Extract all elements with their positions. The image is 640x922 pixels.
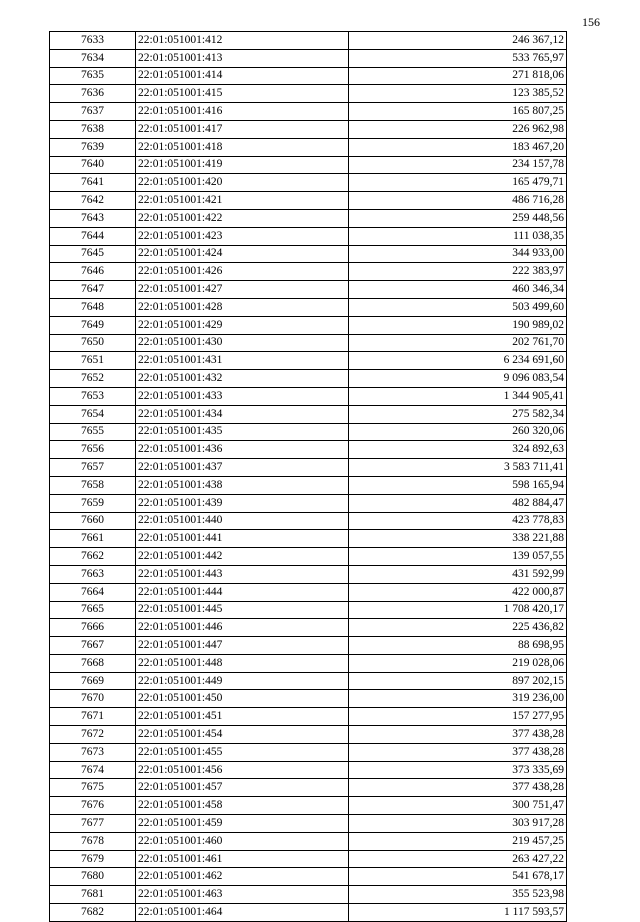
cadastral-value-cell: 431 592,99 [349, 565, 567, 583]
cadastral-number-cell: 22:01:051001:422 [136, 209, 349, 227]
row-number-cell: 7679 [50, 850, 136, 868]
cadastral-value-cell: 503 499,60 [349, 298, 567, 316]
row-number-cell: 7672 [50, 726, 136, 744]
table-row [50, 797, 567, 815]
table-row [50, 761, 567, 779]
table-row [50, 850, 567, 868]
cadastral-number-cell: 22:01:051001:417 [136, 120, 349, 138]
table-row [50, 156, 567, 174]
table-row [50, 85, 567, 103]
cadastral-value-cell: 1 344 905,41 [349, 387, 567, 405]
cadastral-number-cell: 22:01:051001:424 [136, 245, 349, 263]
cadastral-value-cell: 6 234 691,60 [349, 352, 567, 370]
table-row [50, 387, 567, 405]
cadastral-number-cell: 22:01:051001:427 [136, 281, 349, 299]
cadastral-value-cell: 377 438,28 [349, 779, 567, 797]
row-number-cell: 7649 [50, 316, 136, 334]
row-number-cell: 7663 [50, 565, 136, 583]
cadastral-number-cell: 22:01:051001:463 [136, 886, 349, 904]
table-row [50, 494, 567, 512]
cadastral-value-cell: 226 962,98 [349, 120, 567, 138]
cadastral-value-cell: 275 582,34 [349, 405, 567, 423]
row-number-cell: 7656 [50, 441, 136, 459]
cadastral-value-cell: 219 028,06 [349, 654, 567, 672]
cadastral-value-cell: 259 448,56 [349, 209, 567, 227]
table-row [50, 103, 567, 121]
row-number-cell: 7643 [50, 209, 136, 227]
table-row [50, 459, 567, 477]
cadastral-number-cell: 22:01:051001:454 [136, 726, 349, 744]
row-number-cell: 7676 [50, 797, 136, 815]
cadastral-value-cell: 88 698,95 [349, 637, 567, 655]
row-number-cell: 7664 [50, 583, 136, 601]
row-number-cell: 7666 [50, 619, 136, 637]
cadastral-number-cell: 22:01:051001:432 [136, 370, 349, 388]
cadastral-number-cell: 22:01:051001:458 [136, 797, 349, 815]
row-number-cell: 7665 [50, 601, 136, 619]
table-row [50, 316, 567, 334]
row-number-cell: 7648 [50, 298, 136, 316]
row-number-cell: 7651 [50, 352, 136, 370]
table-row [50, 298, 567, 316]
row-number-cell: 7668 [50, 654, 136, 672]
cadastral-value-cell: 225 436,82 [349, 619, 567, 637]
table-row [50, 32, 567, 50]
cadastral-number-cell: 22:01:051001:450 [136, 690, 349, 708]
table-row [50, 565, 567, 583]
cadastral-number-cell: 22:01:051001:429 [136, 316, 349, 334]
cadastral-number-cell: 22:01:051001:416 [136, 103, 349, 121]
cadastral-number-cell: 22:01:051001:419 [136, 156, 349, 174]
table-row [50, 352, 567, 370]
table-row [50, 708, 567, 726]
cadastral-value-cell: 202 761,70 [349, 334, 567, 352]
table-body [50, 32, 567, 922]
cadastral-value-cell: 123 385,52 [349, 85, 567, 103]
cadastral-number-cell: 22:01:051001:434 [136, 405, 349, 423]
cadastral-number-cell: 22:01:051001:423 [136, 227, 349, 245]
cadastral-value-cell: 111 038,35 [349, 227, 567, 245]
cadastral-number-cell: 22:01:051001:436 [136, 441, 349, 459]
cadastral-value-cell: 598 165,94 [349, 476, 567, 494]
cadastral-number-cell: 22:01:051001:428 [136, 298, 349, 316]
cadastral-number-cell: 22:01:051001:420 [136, 174, 349, 192]
row-number-cell: 7659 [50, 494, 136, 512]
row-number-cell: 7667 [50, 637, 136, 655]
cadastral-number-cell: 22:01:051001:415 [136, 85, 349, 103]
table-row [50, 779, 567, 797]
cadastral-number-cell: 22:01:051001:447 [136, 637, 349, 655]
row-number-cell: 7662 [50, 548, 136, 566]
row-number-cell: 7678 [50, 832, 136, 850]
table-row [50, 512, 567, 530]
table-row [50, 583, 567, 601]
table-row [50, 245, 567, 263]
cadastral-number-cell: 22:01:051001:448 [136, 654, 349, 672]
row-number-cell: 7646 [50, 263, 136, 281]
table-row [50, 815, 567, 833]
cadastral-number-cell: 22:01:051001:446 [136, 619, 349, 637]
table-row [50, 423, 567, 441]
row-number-cell: 7671 [50, 708, 136, 726]
row-number-cell: 7681 [50, 886, 136, 904]
cadastral-number-cell: 22:01:051001:438 [136, 476, 349, 494]
row-number-cell: 7669 [50, 672, 136, 690]
row-number-cell: 7638 [50, 120, 136, 138]
row-number-cell: 7637 [50, 103, 136, 121]
cadastral-number-cell: 22:01:051001:455 [136, 743, 349, 761]
row-number-cell: 7661 [50, 530, 136, 548]
row-number-cell: 7657 [50, 459, 136, 477]
cadastral-value-cell: 263 427,22 [349, 850, 567, 868]
table-row [50, 405, 567, 423]
cadastral-value-cell: 3 583 711,41 [349, 459, 567, 477]
row-number-cell: 7655 [50, 423, 136, 441]
cadastral-number-cell: 22:01:051001:418 [136, 138, 349, 156]
cadastral-value-cell: 183 467,20 [349, 138, 567, 156]
row-number-cell: 7660 [50, 512, 136, 530]
table-row [50, 49, 567, 67]
cadastral-value-cell: 260 320,06 [349, 423, 567, 441]
cadastral-number-cell: 22:01:051001:461 [136, 850, 349, 868]
cadastral-value-cell: 300 751,47 [349, 797, 567, 815]
table-row [50, 370, 567, 388]
cadastral-value-cell: 190 989,02 [349, 316, 567, 334]
row-number-cell: 7675 [50, 779, 136, 797]
cadastral-number-cell: 22:01:051001:443 [136, 565, 349, 583]
cadastral-number-cell: 22:01:051001:441 [136, 530, 349, 548]
cadastral-number-cell: 22:01:051001:444 [136, 583, 349, 601]
table-row [50, 832, 567, 850]
row-number-cell: 7650 [50, 334, 136, 352]
table-row [50, 263, 567, 281]
row-number-cell: 7682 [50, 904, 136, 922]
cadastral-value-cell: 541 678,17 [349, 868, 567, 886]
cadastral-value-cell: 165 479,71 [349, 174, 567, 192]
cadastral-value-cell: 157 277,95 [349, 708, 567, 726]
cadastral-number-cell: 22:01:051001:435 [136, 423, 349, 441]
row-number-cell: 7677 [50, 815, 136, 833]
table-row [50, 530, 567, 548]
cadastral-number-cell: 22:01:051001:437 [136, 459, 349, 477]
cadastral-number-cell: 22:01:051001:449 [136, 672, 349, 690]
table-row [50, 654, 567, 672]
row-number-cell: 7680 [50, 868, 136, 886]
cadastral-value-cell: 1 117 593,57 [349, 904, 567, 922]
cadastral-number-cell: 22:01:051001:445 [136, 601, 349, 619]
row-number-cell: 7674 [50, 761, 136, 779]
table-row [50, 726, 567, 744]
table-row [50, 209, 567, 227]
cadastral-number-cell: 22:01:051001:439 [136, 494, 349, 512]
cadastral-value-cell: 533 765,97 [349, 49, 567, 67]
cadastral-number-cell: 22:01:051001:440 [136, 512, 349, 530]
row-number-cell: 7641 [50, 174, 136, 192]
table-row [50, 334, 567, 352]
table-row [50, 281, 567, 299]
table-row [50, 886, 567, 904]
cadastral-value-cell: 897 202,15 [349, 672, 567, 690]
table-row [50, 174, 567, 192]
cadastral-value-cell: 460 346,34 [349, 281, 567, 299]
row-number-cell: 7633 [50, 32, 136, 50]
cadastral-number-cell: 22:01:051001:426 [136, 263, 349, 281]
table-row [50, 743, 567, 761]
cadastral-value-cell: 377 438,28 [349, 743, 567, 761]
row-number-cell: 7639 [50, 138, 136, 156]
page-number: 156 [582, 15, 600, 29]
table-row [50, 441, 567, 459]
cadastral-value-cell: 303 917,28 [349, 815, 567, 833]
row-number-cell: 7636 [50, 85, 136, 103]
row-number-cell: 7670 [50, 690, 136, 708]
cadastral-value-cell: 234 157,78 [349, 156, 567, 174]
cadastral-value-cell: 219 457,25 [349, 832, 567, 850]
cadastral-value-cell: 246 367,12 [349, 32, 567, 50]
row-number-cell: 7645 [50, 245, 136, 263]
cadastral-value-cell: 139 057,55 [349, 548, 567, 566]
cadastral-value-cell: 423 778,83 [349, 512, 567, 530]
cadastral-number-cell: 22:01:051001:460 [136, 832, 349, 850]
cadastral-number-cell: 22:01:051001:412 [136, 32, 349, 50]
row-number-cell: 7640 [50, 156, 136, 174]
cadastral-number-cell: 22:01:051001:421 [136, 192, 349, 210]
cadastral-value-table [49, 31, 567, 922]
cadastral-number-cell: 22:01:051001:414 [136, 67, 349, 85]
cadastral-number-cell: 22:01:051001:431 [136, 352, 349, 370]
cadastral-number-cell: 22:01:051001:413 [136, 49, 349, 67]
cadastral-value-cell: 422 000,87 [349, 583, 567, 601]
cadastral-value-cell: 1 708 420,17 [349, 601, 567, 619]
cadastral-number-cell: 22:01:051001:451 [136, 708, 349, 726]
table-row [50, 120, 567, 138]
cadastral-value-cell: 377 438,28 [349, 726, 567, 744]
row-number-cell: 7654 [50, 405, 136, 423]
table-row [50, 904, 567, 922]
cadastral-number-cell: 22:01:051001:457 [136, 779, 349, 797]
table-row [50, 138, 567, 156]
table-row [50, 227, 567, 245]
cadastral-number-cell: 22:01:051001:430 [136, 334, 349, 352]
table-row [50, 619, 567, 637]
cadastral-value-cell: 482 884,47 [349, 494, 567, 512]
row-number-cell: 7642 [50, 192, 136, 210]
cadastral-value-cell: 344 933,00 [349, 245, 567, 263]
cadastral-value-cell: 271 818,06 [349, 67, 567, 85]
table-row [50, 637, 567, 655]
table-row [50, 690, 567, 708]
cadastral-value-cell: 324 892,63 [349, 441, 567, 459]
row-number-cell: 7634 [50, 49, 136, 67]
row-number-cell: 7647 [50, 281, 136, 299]
cadastral-number-cell: 22:01:051001:462 [136, 868, 349, 886]
cadastral-value-cell: 9 096 083,54 [349, 370, 567, 388]
table-row [50, 67, 567, 85]
cadastral-number-cell: 22:01:051001:456 [136, 761, 349, 779]
table-row [50, 192, 567, 210]
cadastral-number-cell: 22:01:051001:442 [136, 548, 349, 566]
cadastral-value-cell: 319 236,00 [349, 690, 567, 708]
cadastral-number-cell: 22:01:051001:433 [136, 387, 349, 405]
cadastral-number-cell: 22:01:051001:464 [136, 904, 349, 922]
row-number-cell: 7653 [50, 387, 136, 405]
cadastral-value-cell: 338 221,88 [349, 530, 567, 548]
row-number-cell: 7658 [50, 476, 136, 494]
row-number-cell: 7673 [50, 743, 136, 761]
table-row [50, 476, 567, 494]
table-row [50, 601, 567, 619]
table-row [50, 548, 567, 566]
row-number-cell: 7635 [50, 67, 136, 85]
cadastral-value-cell: 222 383,97 [349, 263, 567, 281]
cadastral-value-cell: 373 335,69 [349, 761, 567, 779]
cadastral-value-cell: 486 716,28 [349, 192, 567, 210]
cadastral-value-cell: 165 807,25 [349, 103, 567, 121]
table-row [50, 868, 567, 886]
table-row [50, 672, 567, 690]
row-number-cell: 7644 [50, 227, 136, 245]
cadastral-number-cell: 22:01:051001:459 [136, 815, 349, 833]
row-number-cell: 7652 [50, 370, 136, 388]
cadastral-value-cell: 355 523,98 [349, 886, 567, 904]
